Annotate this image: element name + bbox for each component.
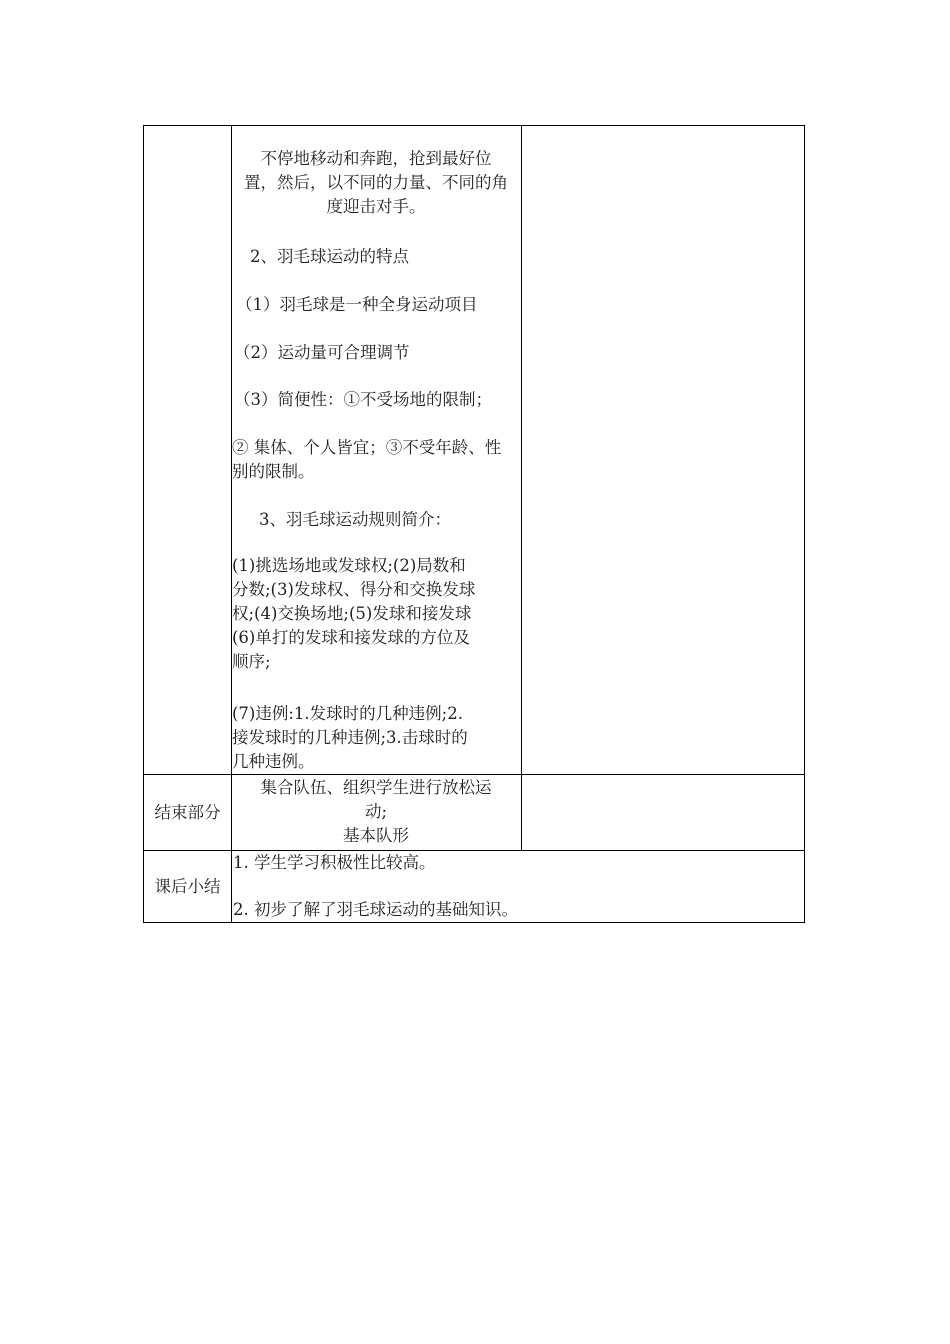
row-divider-ending [143, 774, 805, 775]
feature-item-3: （3）简便性：①不受场地的限制； [234, 390, 492, 409]
text-line: ② 集体、个人皆宜；③不受年龄、性 [232, 438, 502, 457]
summary-label: 课后小结 [154, 877, 221, 896]
feature-item-1: （1）羽毛球是一种全身运动项目 [236, 295, 478, 314]
intro-line: 不停地移动和奔跑，抢到最好位 [260, 149, 492, 168]
text-line: 顺序; [232, 652, 271, 671]
text-line: (6)单打的发球和接发球的方位及 [232, 628, 470, 647]
section2-title: 2、羽毛球运动的特点 [250, 247, 409, 266]
summary-item-1: 1. 学生学习积极性比较高。 [233, 853, 436, 872]
text-line: 权;(4)交换场地;(5)发球和接发球 [232, 604, 472, 623]
text-line: 别的限制。 [232, 462, 315, 481]
text-line: (1)挑选场地或发球权;(2)局数和 [232, 556, 466, 575]
text-line: 基本队形 [343, 826, 409, 845]
text-line: (7)违例:1.发球时的几种违例;2. [232, 704, 463, 723]
text-line: 动; [364, 802, 388, 821]
text-line: 几种违例。 [232, 752, 315, 771]
intro-line: 置，然后，以不同的力量、不同的角 [244, 173, 508, 192]
text-line: 接发球时的几种违例;3.击球时的 [232, 728, 468, 747]
summary-item-2: 2. 初步了解了羽毛球运动的基础知识。 [233, 900, 518, 919]
rules-paragraph [232, 554, 520, 674]
table-border-top [143, 125, 805, 126]
intro-line: 度迎击对手。 [326, 197, 426, 216]
ending-label: 结束部分 [154, 803, 221, 822]
feature-item-3-continued [232, 436, 520, 484]
intro-paragraph [232, 147, 520, 219]
table-border-bottom [143, 922, 805, 923]
text-line: 集合队伍、组织学生进行放松运 [260, 778, 492, 797]
section3-title: 3、羽毛球运动规则简介： [259, 510, 451, 529]
violations-paragraph [232, 702, 520, 774]
column-divider-2 [521, 125, 522, 851]
feature-item-2: （2）运动量可合理调节 [234, 343, 410, 362]
ending-content [232, 776, 520, 848]
table-border-right [804, 125, 805, 923]
text-line: 分数;(3)发球权、得分和交换发球 [232, 580, 476, 599]
